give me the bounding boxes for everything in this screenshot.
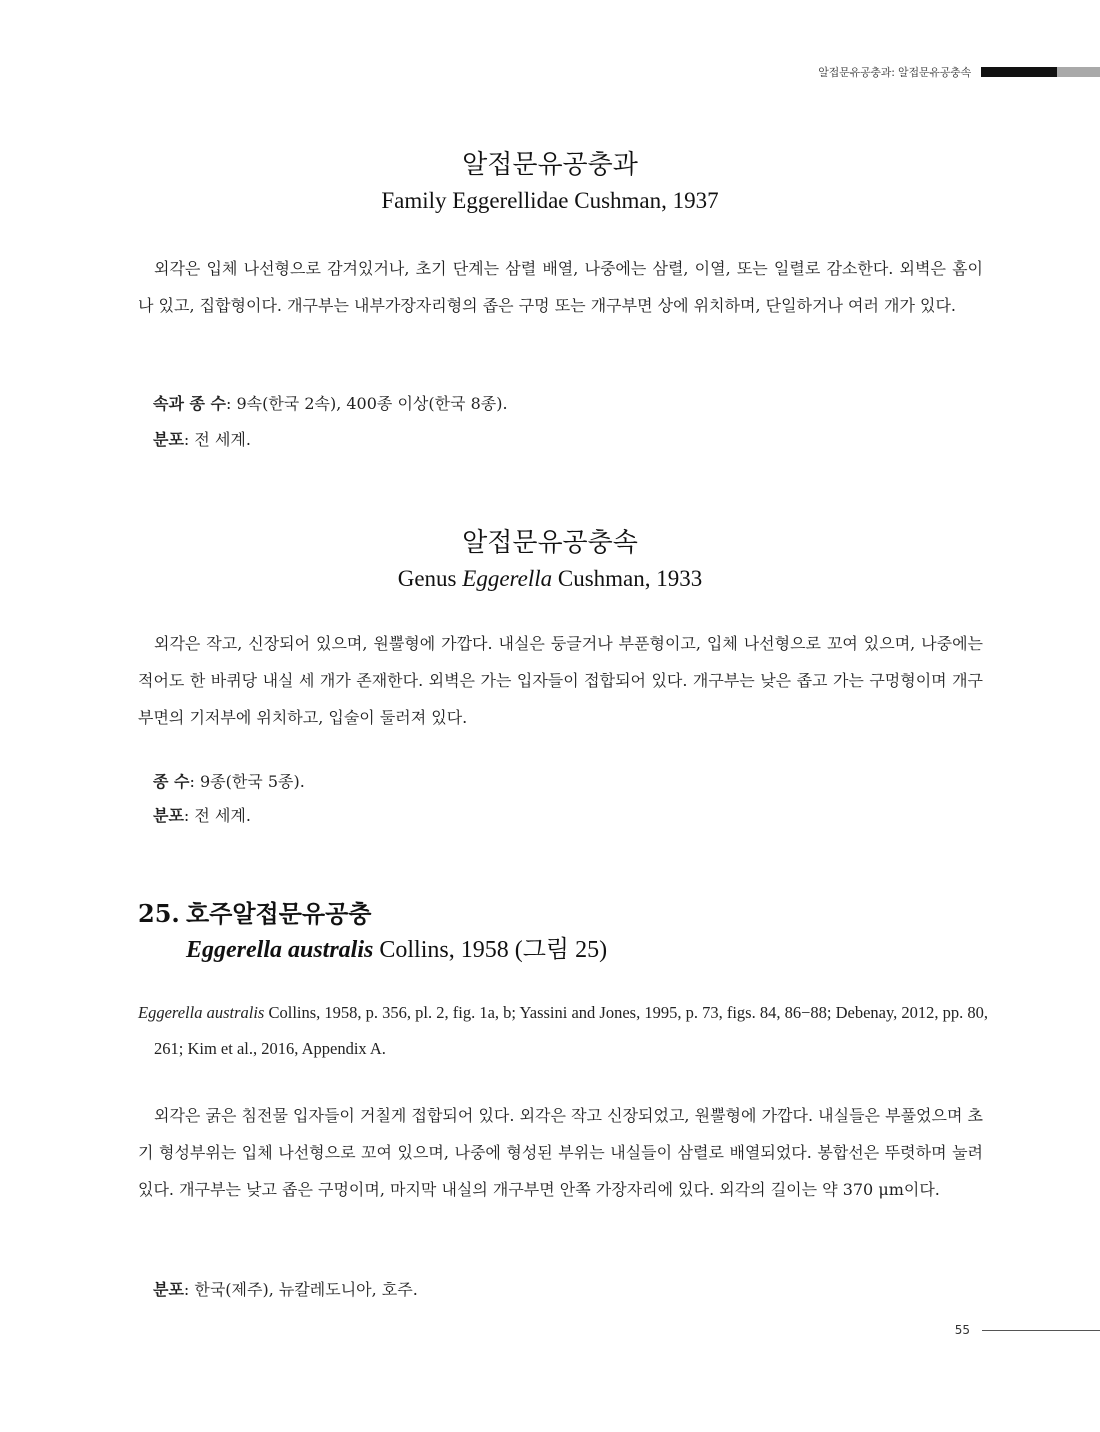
family-heading [0,150,1100,216]
species-distribution-value: : 한국(제주), 뉴칼레도니아, 호주. [183,1280,418,1299]
species-heading [138,897,607,967]
genus-title-en [0,564,1100,594]
genus-counts-value: : 9종(한국 5종). [189,772,305,791]
genus-title-suffix: Cushman, 1933 [552,566,703,591]
genus-title-ko: 알접문유공충속 [462,528,638,558]
species-title-ko [138,897,607,931]
family-counts [153,388,508,420]
genus-counts-label: 종 수 [153,772,190,791]
family-description: 외각은 입체 나선형으로 감겨있거나, 초기 단계는 삼렬 배열, 나중에는 삼렬, 이열, 또는 일렬로 감소한다. 외벽은 홈이 나 있고, 집합형이다. 개구부는 내부가장자리형의 좁은 구멍 또는 개구부면 상에 위치하며, 단일하거나 여러 개가 있다. [138,259,983,315]
species-distribution-label: 분포 [153,1280,184,1299]
synonymy-name: Eggerella australis [138,1003,265,1022]
genus-distribution-label: 분포 [153,806,184,825]
genus-description: 외각은 작고, 신장되어 있으며, 원뿔형에 가깝다. 내실은 둥글거나 부푼형이고, 입체 나선형으로 꼬여 있으며, 나중에는 적어도 한 바퀴당 내실 세 개가 존재한다. 외벽은 가는 입자들이 접합되어 있다. 개구부는 낮은 좁고 가는 구멍형이며 개구부면의 기저부에 위치하고, 입술이 둘러져 있다. [138,634,983,727]
species-description: 외각은 굵은 침전물 입자들이 거칠게 접합되어 있다. 외각은 작고 신장되었고, 원뿔형에 가깝다. 내실들은 부풀었으며 초기 형성부위는 입체 나선형으로 꼬여 있으며, 나중에 형성된 부위는 내실들이 삼렬로 배열되었다. 봉합선은 뚜렷하며 눌려 있다. 개구부는 낮고 좁은 구멍이며, 마지막 내실의 개구부면 안쪽 가장자리에 있다. 외각의 길이는 약 370 μm이다. [138,1106,983,1199]
running-title: 알접문유공충과: 알접문유공충속 [818,66,971,79]
genus-counts [153,766,305,798]
header-bar-dark [981,67,1057,77]
footer-rule [982,1330,1100,1331]
species-author: Collins, 1958 [373,937,509,963]
family-distribution [153,424,251,456]
family-distribution-label: 분포 [153,430,184,449]
species-number: 25. [138,899,180,928]
species-title-sci [186,933,607,967]
family-title-en: Family Eggerellidae Cushman, 1937 [381,188,719,213]
synonymy-text: Collins, 1958, p. 356, pl. 2, fig. 1a, b; Yassini and Jones, 1995, p. 73, figs. 84, 86−88; Debenay, 2012, pp. 80, 261; Kim et al., 2016, Appendix A. [154,1003,989,1058]
running-header [818,64,1100,80]
genus-name: Eggerella [462,566,553,591]
species-scientific-name: Eggerella australis [186,937,374,963]
genus-distribution-value: : 전 세계. [183,806,251,825]
page-footer [955,1323,1100,1337]
family-title-ko: 알접문유공충과 [462,150,638,180]
page-number: 55 [954,1323,970,1337]
header-bar-grey [1057,67,1100,77]
species-figure-ref: (그림 25) [508,937,608,963]
family-distribution-value: : 전 세계. [183,430,251,449]
family-counts-label: 속과 종 수 [153,394,226,413]
species-distribution [153,1274,418,1306]
species-synonymy [138,995,999,1067]
genus-title-prefix: Genus [397,566,463,591]
genus-distribution [153,800,251,832]
genus-heading [0,528,1100,594]
family-counts-value: : 9속(한국 2속), 400종 이상(한국 8종). [225,394,508,413]
species-name-ko: 호주알접문유공충 [186,899,372,928]
